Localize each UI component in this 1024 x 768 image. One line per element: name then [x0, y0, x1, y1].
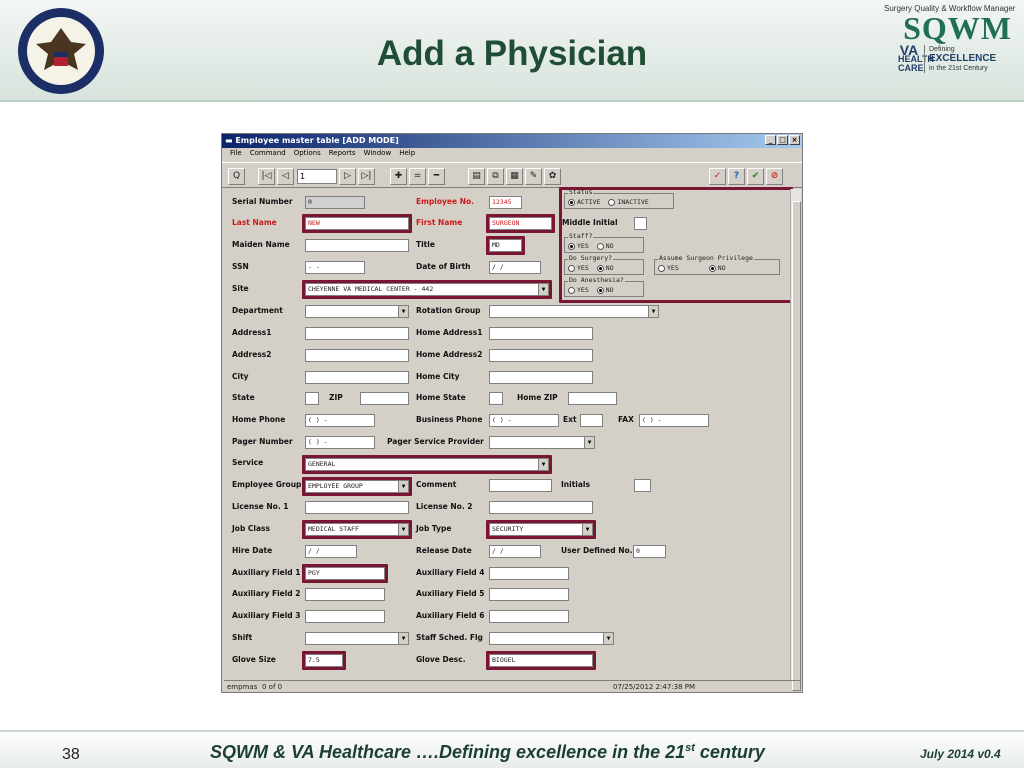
service-value: GENERAL [308, 460, 336, 468]
address1-label: Address1 [232, 328, 272, 337]
title-field[interactable]: MD [489, 239, 522, 252]
pager-service-dropdown-icon[interactable]: ▼ [584, 437, 594, 448]
hire-date-label: Hire Date [232, 546, 273, 555]
scroll-thumb[interactable] [792, 201, 801, 691]
home-zip-field[interactable] [568, 392, 617, 405]
maiden-name-label: Maiden Name [232, 240, 290, 249]
home-address1-field[interactable] [489, 327, 593, 340]
comment-field[interactable] [489, 479, 552, 492]
pager-number-field[interactable]: ( ) - [305, 436, 375, 449]
ssn-label: SSN [232, 262, 249, 271]
release-date-label: Release Date [416, 546, 472, 555]
department-dropdown-icon[interactable]: ▼ [398, 306, 408, 317]
job-type-label: Job Type [416, 524, 452, 533]
ext-field[interactable] [580, 414, 603, 427]
fax-field[interactable]: ( ) - [639, 414, 709, 427]
assume-privilege-no-label: NO [717, 264, 726, 272]
version-label: July 2014 v0.4 [920, 747, 1001, 761]
prev-record-icon[interactable]: ◁ [277, 168, 294, 185]
form-content [225, 189, 790, 681]
middle-initial-field[interactable] [634, 217, 647, 230]
radio-icon [658, 265, 665, 272]
window-titlebar[interactable] [222, 134, 802, 148]
app-icon: ▬ [225, 136, 236, 145]
aux1-label: Auxiliary Field 1 [232, 568, 301, 577]
home-zip-label: Home ZIP [517, 393, 558, 402]
service-dropdown-icon[interactable]: ▼ [538, 459, 548, 470]
aux2-label: Auxiliary Field 2 [232, 589, 301, 598]
job-class-value: MEDICAL STAFF [308, 525, 359, 533]
status-bar [224, 680, 800, 692]
pager-service-select[interactable] [489, 436, 595, 449]
rotation-group-label: Rotation Group [416, 306, 481, 315]
delete-record-icon[interactable]: ━ [428, 168, 445, 185]
job-type-select[interactable] [489, 523, 593, 536]
spell-check-icon[interactable]: ✓ [709, 168, 726, 185]
site-dropdown-icon[interactable]: ▼ [538, 284, 548, 295]
menu-help[interactable]: Help [399, 149, 416, 157]
equal-icon[interactable]: = [409, 168, 426, 185]
address1-field[interactable] [305, 327, 409, 340]
cancel-icon[interactable]: ⊘ [766, 168, 783, 185]
radio-selected-icon [597, 265, 604, 272]
state-field[interactable] [305, 392, 319, 405]
job-type-value: SECURITY [492, 525, 524, 533]
dob-field[interactable]: / / [489, 261, 541, 274]
first-name-field[interactable]: SURGEON [489, 217, 552, 230]
do-anesthesia-no-radio[interactable] [597, 286, 614, 294]
site-label: Site [232, 284, 249, 293]
do-anesthesia-group-title: Do Anesthesia? [569, 276, 624, 284]
first-name-label: First Name [416, 218, 463, 227]
aux4-field[interactable] [489, 567, 569, 580]
employee-group-value: EMPLOYEE GROUP [308, 482, 363, 490]
menu-bar [222, 149, 802, 161]
employee-master-window [221, 133, 803, 693]
maiden-name-field[interactable] [305, 239, 409, 252]
last-name-label: Last Name [232, 218, 277, 227]
staff-yes-label: YES [577, 242, 589, 250]
va-healthcare-mark: VA HEALTH CARE [898, 41, 934, 73]
first-record-icon[interactable]: |◁ [258, 168, 275, 185]
license2-field[interactable] [489, 501, 593, 514]
slide-header [0, 0, 1024, 102]
staff-no-label: NO [605, 242, 614, 250]
vertical-scrollbar[interactable] [790, 189, 801, 681]
grid-view-icon[interactable]: ▦ [506, 168, 523, 185]
do-anesthesia-group [564, 276, 644, 297]
rotation-group-select[interactable] [489, 305, 659, 318]
home-state-label: Home State [416, 393, 466, 402]
pager-number-label: Pager Number [232, 437, 293, 446]
ext-label: Ext [563, 415, 577, 424]
status-group-title: Status [569, 188, 593, 196]
aux6-field[interactable] [489, 610, 569, 623]
initials-field[interactable] [634, 479, 651, 492]
status-active-label: ACTIVE [577, 198, 601, 206]
status-record-count: 0 of 0 [262, 683, 283, 691]
radio-icon [568, 287, 575, 294]
address2-label: Address2 [232, 350, 272, 359]
assume-privilege-yes-label: YES [667, 264, 679, 272]
home-state-field[interactable] [489, 392, 503, 405]
assume-privilege-no-radio[interactable] [709, 264, 726, 272]
license2-label: License No. 2 [416, 502, 473, 511]
fax-label: FAX [618, 415, 634, 424]
job-type-dropdown-icon[interactable]: ▼ [582, 524, 592, 535]
status-inactive-label: INACTIVE [617, 198, 649, 206]
menu-reports[interactable]: Reports [328, 149, 356, 157]
add-record-icon[interactable]: ✚ [390, 168, 407, 185]
site-select[interactable] [305, 283, 549, 296]
status-group [564, 188, 674, 209]
aux5-label: Auxiliary Field 5 [416, 589, 485, 598]
sqwm-logo [884, 4, 1016, 98]
address2-field[interactable] [305, 349, 409, 362]
middle-initial-label: Middle Initial [562, 218, 618, 227]
radio-icon [568, 265, 575, 272]
window-title: Employee master table [ADD MODE] [235, 136, 399, 145]
do-anesthesia-yes-label: YES [577, 286, 589, 294]
radio-icon [597, 243, 604, 250]
shift-select[interactable] [305, 632, 409, 645]
aux3-label: Auxiliary Field 3 [232, 611, 301, 620]
employee-no-field[interactable]: 12345 [489, 196, 522, 209]
record-number-input[interactable]: 1 [297, 169, 337, 184]
status-table-name: empmas [227, 683, 258, 691]
city-label: City [232, 372, 249, 381]
ssn-field[interactable]: - - [305, 261, 365, 274]
menu-options[interactable]: Options [293, 149, 321, 157]
menu-window[interactable]: Window [363, 149, 392, 157]
release-date-field[interactable]: / / [489, 545, 541, 558]
last-name-field[interactable]: NEW [305, 217, 409, 230]
home-address1-label: Home Address1 [416, 328, 483, 337]
toolbar [222, 162, 802, 188]
title-label: Title [416, 240, 435, 249]
radio-selected-icon [568, 243, 575, 250]
service-select[interactable] [305, 458, 549, 471]
form-view-icon[interactable]: ▤ [468, 168, 485, 185]
last-record-icon[interactable]: ▷| [358, 168, 375, 185]
home-city-field[interactable] [489, 371, 593, 384]
status-active-radio[interactable] [568, 198, 600, 206]
employee-no-label: Employee No. [416, 197, 474, 206]
page-number: 38 [62, 746, 80, 763]
next-record-icon[interactable]: ▷ [339, 168, 356, 185]
aux5-field[interactable] [489, 588, 569, 601]
shift-label: Shift [232, 633, 253, 642]
do-anesthesia-yes-radio[interactable] [568, 286, 589, 294]
minimize-button[interactable]: _ [765, 135, 776, 145]
radio-icon [608, 199, 615, 206]
glove-desc-label: Glove Desc. [416, 655, 466, 664]
do-surgery-yes-label: YES [577, 264, 589, 272]
home-city-label: Home City [416, 372, 460, 381]
assume-privilege-yes-radio[interactable] [658, 264, 679, 272]
help-icon[interactable]: ? [728, 168, 745, 185]
job-class-label: Job Class [232, 524, 270, 533]
job-class-dropdown-icon[interactable]: ▼ [398, 524, 408, 535]
serial-number-field[interactable]: 0 [305, 196, 365, 209]
home-phone-field[interactable]: ( ) - [305, 414, 375, 427]
job-class-select[interactable] [305, 523, 409, 536]
staff-group [564, 232, 644, 253]
department-label: Department [232, 306, 283, 315]
save-check-icon[interactable]: ✔ [747, 168, 764, 185]
city-field[interactable] [305, 371, 409, 384]
department-select[interactable] [305, 305, 409, 318]
radio-selected-icon [568, 199, 575, 206]
edit-pen-icon[interactable]: ✎ [525, 168, 542, 185]
serial-number-label: Serial Number [232, 197, 293, 206]
assume-privilege-group-title: Assume Surgeon Privilege [659, 254, 753, 262]
user-defined-field[interactable]: 0 [633, 545, 666, 558]
do-surgery-group-title: Do Surgery? [569, 254, 613, 262]
radio-selected-icon [709, 265, 716, 272]
hire-date-field[interactable]: / / [305, 545, 357, 558]
slide-footer [0, 730, 1024, 768]
aux6-label: Auxiliary Field 6 [416, 611, 485, 620]
do-surgery-yes-radio[interactable] [568, 264, 589, 272]
query-button[interactable]: Q [228, 168, 245, 185]
glove-desc-field[interactable]: BIOGEL [489, 654, 593, 667]
glove-size-field[interactable]: 7.5 [305, 654, 343, 667]
palette-icon[interactable]: ✿ [544, 168, 561, 185]
state-label: State [232, 393, 255, 402]
business-phone-label: Business Phone [416, 415, 483, 424]
dob-label: Date of Birth [416, 262, 471, 271]
site-value: CHEYENNE VA MEDICAL CENTER - 442 [308, 285, 434, 293]
menu-file[interactable]: File [230, 149, 242, 157]
initials-label: Initials [561, 480, 590, 489]
employee-group-label: Employee Group [232, 480, 302, 489]
aux4-label: Auxiliary Field 4 [416, 568, 485, 577]
glove-size-label: Glove Size [232, 655, 276, 664]
employee-group-dropdown-icon[interactable]: ▼ [398, 481, 408, 492]
close-window-button[interactable]: × [789, 135, 800, 145]
aux2-field[interactable] [305, 588, 385, 601]
comment-label: Comment [416, 480, 457, 489]
staff-sched-select[interactable] [489, 632, 614, 645]
business-phone-field[interactable]: ( ) - [489, 414, 559, 427]
service-label: Service [232, 458, 264, 467]
home-address2-field[interactable] [489, 349, 593, 362]
status-datetime: 07/25/2012 2:47:38 PM [613, 683, 696, 691]
license1-label: License No. 1 [232, 502, 289, 511]
do-surgery-no-radio[interactable] [597, 264, 614, 272]
do-surgery-no-label: NO [605, 264, 614, 272]
menu-command[interactable]: Command [249, 149, 286, 157]
logo-defining-text: Defining EXCELLENCE in the 21st Century [924, 45, 996, 73]
license1-field[interactable] [305, 501, 409, 514]
aux1-field[interactable]: PGY [305, 567, 385, 580]
do-anesthesia-no-label: NO [605, 286, 614, 294]
logo-brand: SQWM [903, 10, 1012, 46]
zip-field[interactable] [360, 392, 409, 405]
zip-label: ZIP [329, 393, 343, 402]
staff-no-radio[interactable] [597, 242, 614, 250]
home-address2-label: Home Address2 [416, 350, 483, 359]
employee-group-select[interactable] [305, 480, 409, 493]
shift-dropdown-icon[interactable]: ▼ [398, 633, 408, 644]
aux3-field[interactable] [305, 610, 385, 623]
footer-tagline: SQWM & VA Healthcare ….Defining excellence in the 21st century [210, 742, 765, 762]
rotation-group-dropdown-icon[interactable]: ▼ [648, 306, 658, 317]
radio-selected-icon [597, 287, 604, 294]
pager-service-label: Pager Service Provider [387, 437, 484, 446]
maximize-button[interactable]: □ [777, 135, 788, 145]
do-surgery-group [564, 254, 644, 275]
staff-sched-label: Staff Sched. Flg [416, 633, 483, 642]
staff-yes-radio[interactable] [568, 242, 589, 250]
logo-tagline: Surgery Quality & Workflow Manager [884, 4, 1016, 13]
user-defined-label: User Defined No. [561, 546, 633, 555]
status-inactive-radio[interactable] [608, 198, 648, 206]
copy-icon[interactable]: ⧉ [487, 168, 504, 185]
home-phone-label: Home Phone [232, 415, 286, 424]
slide-title: Add a Physician [376, 34, 648, 73]
staff-group-title: Staff? [569, 232, 593, 240]
staff-sched-dropdown-icon[interactable]: ▼ [603, 633, 613, 644]
assume-privilege-group [654, 254, 780, 275]
